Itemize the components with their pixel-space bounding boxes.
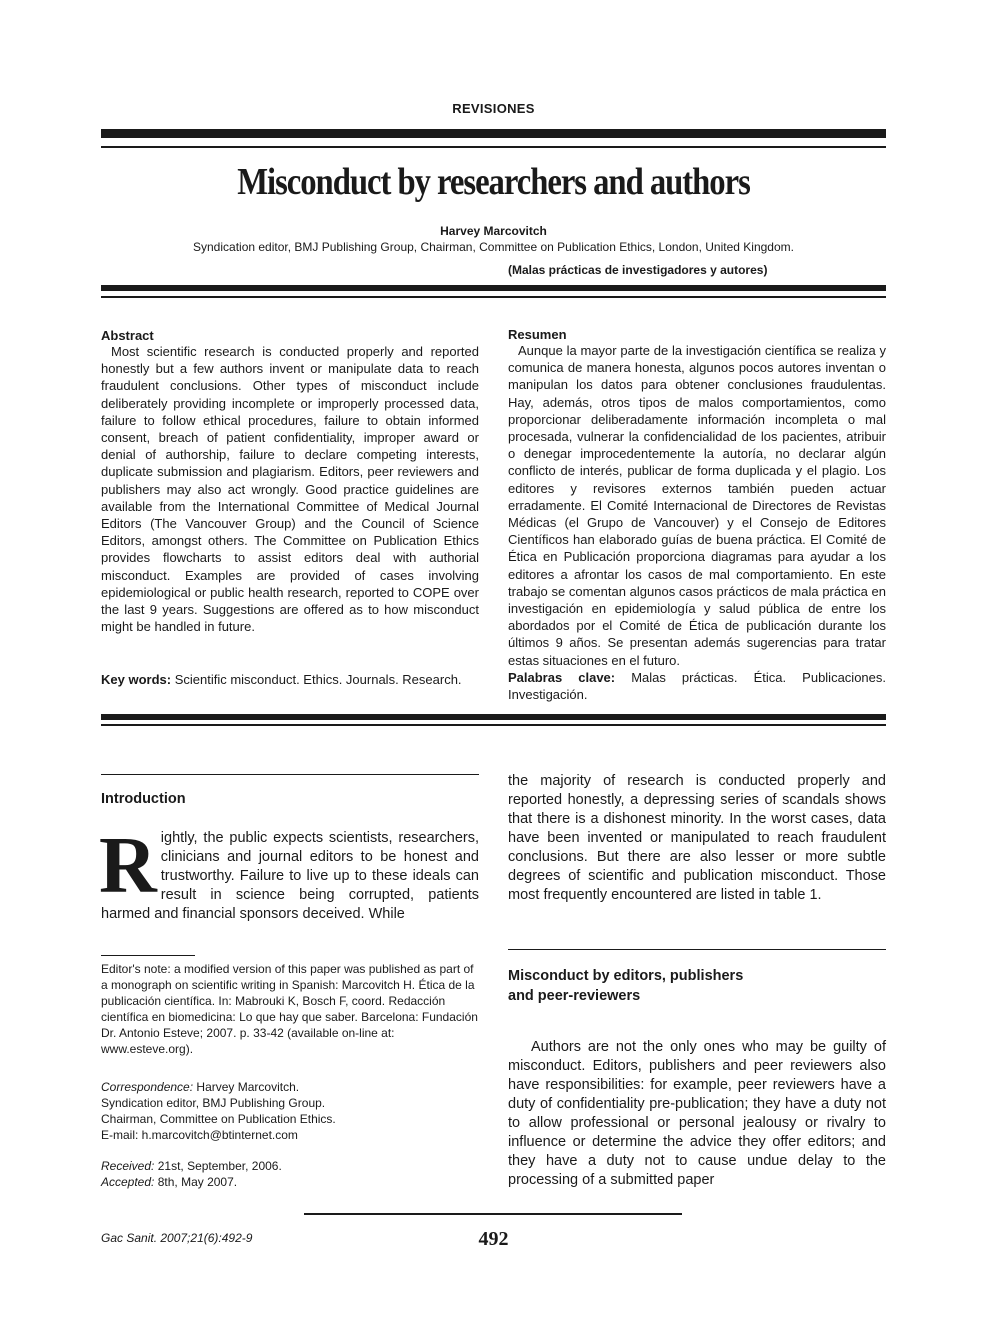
received-date: 21st, September, 2006. <box>157 1159 282 1173</box>
section2-rule <box>508 949 886 950</box>
journal-citation: Gac Sanit. 2007;21(6):492-9 <box>101 1231 253 1245</box>
keywords-text: Scientific misconduct. Ethics. Journals. Research. <box>174 672 462 687</box>
correspondence-block <box>101 1079 479 1143</box>
palabras-clave-line <box>508 669 886 703</box>
accepted-label: Accepted: <box>101 1175 155 1189</box>
section2-text: Authors are not the only ones who may be guilty of misconduct. Editors, publishers and peer reviewers also have responsibilities: for example, peer reviewers have a duty of confidentiality pre-publication; they have a duty not to allow professional or personal jealousy or rivalry to influence or determine the advice they offer editors; and they have a duty not to cause undue delay to the processing of a submitted paper <box>508 1039 886 1188</box>
abstract-text-wrap <box>101 343 479 635</box>
editors-note: Editor's note: a modified version of this paper was published as part of a monograph on scientific writing in Spanish: Marcovitch H. Ética de la publicación científica. In: Mabrouki K, Bosch F, coord. Redacción científica en biomedicina: Lo que hay que saber. Barcelona: Fundación Dr. Antonio Esteve; 2007. p. 33-42 (available on-line at: www.esteve.org). <box>101 962 478 1056</box>
header-rule-thick <box>101 129 886 138</box>
correspondence-name: Harvey Marcovitch. <box>196 1080 300 1094</box>
abstract-text: Most scientific research is conducted properly and reported honestly but a few authors invent or manipulate data to reach fraudulent conclusions. Other types of misconduct include deliberately providing incomplete or improperly processed data, failure to follow ethical procedures, failure to obtain informed consent, breach of patient confidentiality, improper award or denial of authorship, failure to declare competing interests, duplicate submission and plagiarism. Editors, peer reviewers and publishers may also act wrongly. Good practice guidelines are available from the International Committee of Medical Journal Editors (The Vancouver Group) and the Council of Science Editors, amongst others. The Committee on Publication Ethics provides flowcharts to assist editors deal with authorial misconduct. Examples are provided of cases involving epidemiological or public health research, reported to COPE over the last 9 years. Suggestions are offered as to how misconduct might be handled in future. <box>101 344 479 635</box>
resumen-text: Aunque la mayor parte de la investigación científica se realiza y comunica de manera honesta, algunos pocos autores inventan o manipulan los datos para obtener conclusiones fraudulentas. Hay, además, otros tipos de malos comportamientos, como proporcionar deliberadamente información incompleta o mal procesada, vulnerar la confidencialidad de los pacientes, atribuir o denegar improcedentemente la autoría, no declarar algún conflicto de interés, publicar de forma duplicada y el plagio. Los editores y revisores externos también pueden actuar erradamente. El Comité Internacional de Directores de Revistas Médicas (el Grupo de Vancouver) y el Consejo de Editores Científicos han elaborado guías de buena práctica. El Comité de Ética en Publicación proporciona diagramas para ayudar a los editores a afrontar los casos de mal comportamiento. En este trabajo se comentan algunos casos prácticos de mala práctica en investigación en epidemiología y salud pública de entre los abordados por el Comité de Ética de publicación durante los últimos 9 años. Se presentan además sugerencias para tratar estas situaciones en el futuro. <box>508 343 886 668</box>
intro-continuation: the majority of research is conducted properly and reported honestly, a depressing series of scandals shows that there is a dishonest minority. In the worst cases, data have been invented or manipulated to reach fraudulent conclusions. But there are also lesser or more subtle degrees of scientific and publication misconduct. Those most frequently encountered are listed in table 1. <box>508 773 886 903</box>
intro-text-block <box>99 822 479 924</box>
accepted-date: 8th, May 2007. <box>157 1175 238 1189</box>
palabras-clave-label: Palabras clave: <box>508 669 616 685</box>
header-rule-thin <box>101 146 886 148</box>
intro-rule <box>101 774 479 775</box>
section2-heading-line2: and peer-reviewers <box>508 987 641 1004</box>
intro-heading: Introduction <box>101 791 186 807</box>
keywords-label: Key words: <box>101 672 172 687</box>
dates-block <box>101 1158 479 1190</box>
title-rule-thick <box>101 285 886 291</box>
intro-dropcap: R <box>99 822 157 910</box>
resumen-text-wrap <box>508 342 886 669</box>
article-title: Misconduct by researchers and authors <box>237 161 750 203</box>
section-label: REVISIONES <box>452 101 535 116</box>
correspondence-email: E-mail: h.marcovitch@btinternet.com <box>101 1128 298 1142</box>
abstract-heading: Abstract <box>101 328 154 343</box>
abstract-rule-thin <box>101 724 886 726</box>
correspondence-line2: Syndication editor, BMJ Publishing Group. <box>101 1096 326 1110</box>
resumen-block <box>508 327 886 703</box>
correspondence-line3: Chairman, Committee on Publication Ethics. <box>101 1112 336 1126</box>
resumen-heading: Resumen <box>508 327 567 342</box>
received-label: Received: <box>101 1159 155 1173</box>
title-rule-thin <box>101 296 886 298</box>
section2-heading <box>508 967 886 1006</box>
author-name: Harvey Marcovitch <box>440 224 547 238</box>
palabras-clave-text: Malas prácticas. Ética. Publicaciones. Investigación. <box>508 669 886 703</box>
keywords-line <box>101 671 479 688</box>
spanish-title: (Malas prácticas de investigadores y autores) <box>508 263 768 277</box>
section2-heading-line1: Misconduct by editors, publishers <box>508 968 744 984</box>
abstract-block <box>101 328 479 635</box>
footer-rule <box>304 1213 682 1215</box>
page-number: 492 <box>478 1228 509 1250</box>
abstract-rule-thick <box>101 714 886 720</box>
correspondence-label: Correspondence: <box>101 1080 194 1094</box>
author-affiliation: Syndication editor, BMJ Publishing Group, Chairman, Committee on Publication Ethics, London, United Kingdom. <box>193 240 794 254</box>
intro-text: ightly, the public expects scientists, researchers, clinicians and journal editors to be honest and trustworthy. Failure to live up to these ideals can result in science being corrupted, patients harmed and financial sponsors deceived. While <box>101 830 479 922</box>
footnote-rule <box>101 955 195 956</box>
